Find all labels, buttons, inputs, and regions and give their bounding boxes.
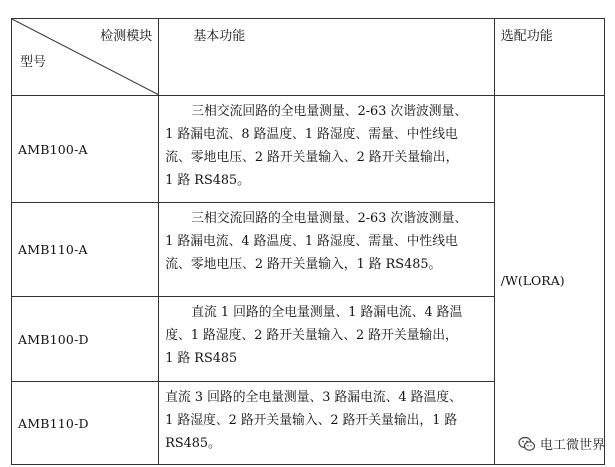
model-cell: AMB110-A [12,203,159,297]
function-line: 直流 3 回路的全电量测量、3 路漏电流、4 路温度、 [165,390,462,405]
functions-cell [159,382,495,465]
header-row [12,19,605,96]
corner-header-cell [12,19,159,96]
function-line: 三相交流回路的全电量测量、2-63 次谐波测量、 [191,104,468,119]
function-line: 1 路漏电流、4 路温度、1 路湿度、需量、中性线电 [165,234,458,249]
function-line: 流、零地电压、2 路开关量输入，1 路 RS485。 [165,257,442,272]
corner-top-label: 检测模块 [100,29,153,44]
functions-cell [159,203,495,297]
model-cell: AMB100-D [12,297,159,382]
module-spec-table [11,18,605,465]
watermark [518,434,605,453]
options-cell: /W(LORA) [494,96,604,465]
function-line: 1 路漏电流、8 路温度、1 路湿度、需量、中性线电 [165,127,458,142]
function-line: 三相交流回路的全电量测量、2-63 次谐波测量、 [191,211,468,226]
corner-bottom-label: 型号 [20,55,47,70]
functions-header: 基本功能 [159,19,495,96]
function-line: 度、1 路湿度、2 路开关量输入、2 路开关量输出， [165,328,458,343]
function-line: 1 路 RS485。 [165,173,250,188]
model-cell: AMB100-A [12,96,159,203]
table-row [12,96,605,203]
functions-cell [159,96,495,203]
options-header: 选配功能 [494,19,604,96]
function-line: 1 路湿度、2 路开关量输入、2 路开关量输出，1 路 [165,413,458,428]
function-line: 流、零地电压、2 路开关量输入、2 路开关量输出， [165,150,459,165]
model-cell: AMB110-D [12,382,159,465]
function-line: 1 路 RS485 [165,351,238,366]
function-line: RS485。 [165,436,221,451]
function-line: 直流 1 回路的全电量测量、1 路漏电流、4 路温 [191,305,463,320]
wechat-icon [518,435,536,453]
functions-cell [159,297,495,382]
watermark-text: 电工微世界 [539,438,605,453]
